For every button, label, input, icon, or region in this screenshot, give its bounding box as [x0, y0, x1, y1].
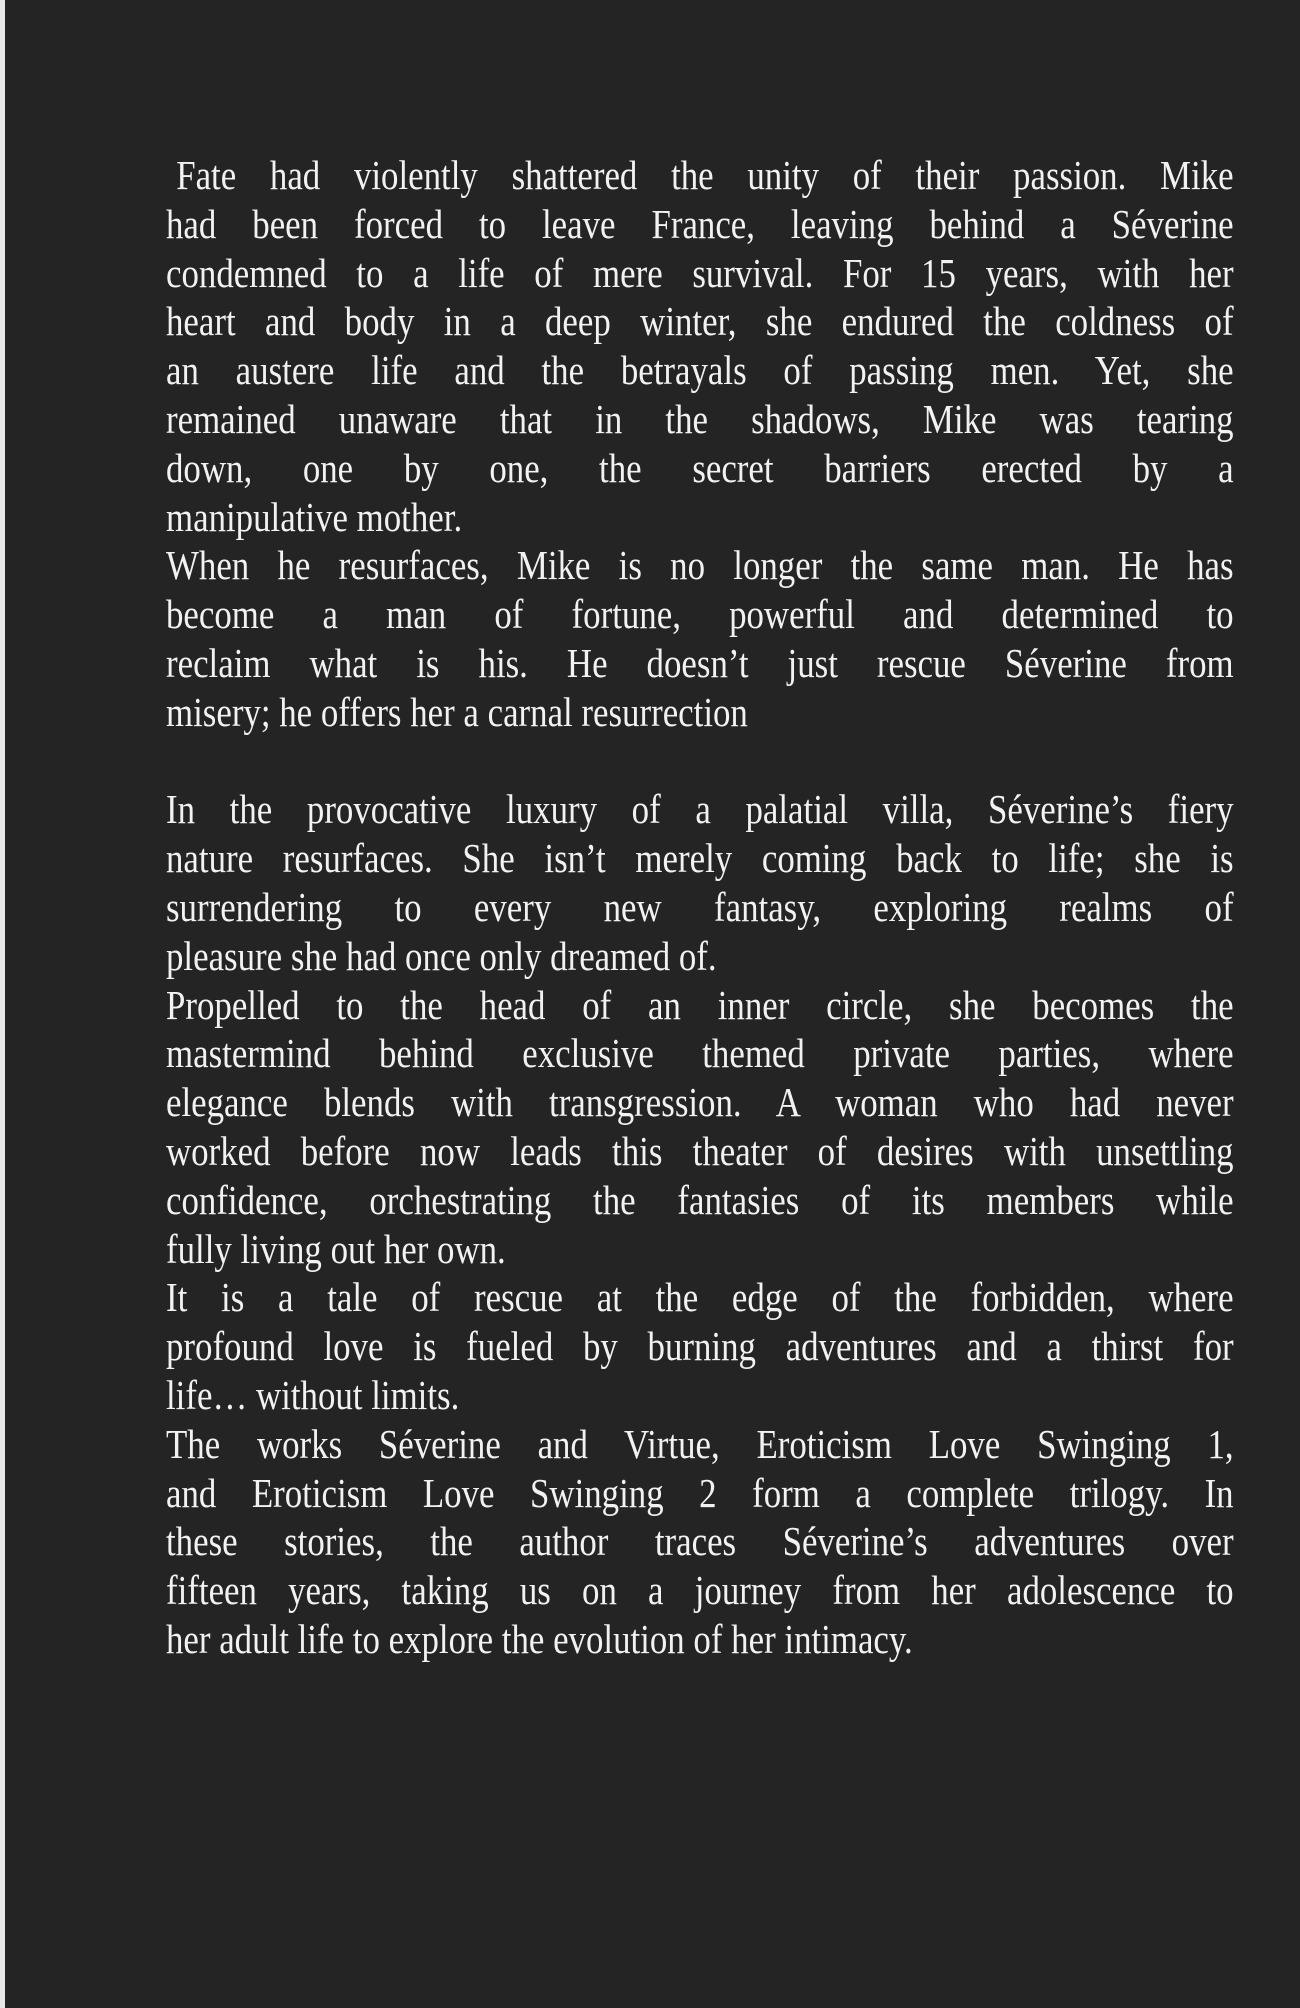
text-line: elegance blends with transgression. A woman who had never — [166, 1079, 1234, 1126]
text-line: down, one by one, the secret barriers erected by a — [166, 444, 1234, 491]
paragraph — [166, 1273, 1234, 1419]
text-line: confidence, orchestrating the fantasies of its members while — [166, 1176, 1234, 1223]
text-line: an austere life and the betrayals of passing men. Yet, she — [166, 347, 1234, 394]
text-line: Fate had violently shattered the unity of their passion. Mike — [176, 152, 1234, 198]
text-line: misery; he offers her a carnal resurrection — [166, 688, 748, 735]
text-line: profound love is fueled by burning adventures and a thirst for — [166, 1323, 1234, 1370]
text-line: worked before now leads this theater of desires with unsettling — [166, 1127, 1234, 1174]
text-line: condemned to a life of mere survival. For 15 years, with her — [166, 249, 1234, 296]
text-line: surrendering to every new fantasy, exploring realms of — [166, 883, 1234, 930]
text-line: had been forced to leave France, leaving behind a Séverine — [166, 200, 1234, 247]
text-line: pleasure she had once only dreamed of. — [166, 932, 717, 979]
paragraph — [166, 1420, 1234, 1664]
text-line: heart and body in a deep winter, she endured the coldness of — [166, 298, 1234, 345]
text-line: Propelled to the head of an inner circle, she becomes the — [166, 981, 1234, 1028]
paragraph — [166, 541, 1234, 736]
paragraph — [166, 151, 1234, 541]
text-line: remained unaware that in the shadows, Mike was tearing — [166, 395, 1234, 442]
blank-line — [166, 737, 1234, 786]
text-line: When he resurfaces, Mike is no longer the same man. He has — [166, 542, 1234, 589]
book-blurb-text — [166, 151, 1234, 1664]
text-line: and Eroticism Love Swinging 2 form a complete trilogy. In — [166, 1469, 1234, 1516]
text-line: fifteen years, taking us on a journey from her adolescence to — [166, 1567, 1234, 1614]
paragraph — [166, 981, 1234, 1274]
text-line: life… without limits. — [166, 1371, 460, 1418]
text-line: mastermind behind exclusive themed private parties, where — [166, 1030, 1234, 1077]
text-line: manipulative mother. — [166, 493, 463, 540]
text-line: The works Séverine and Virtue, Eroticism Love Swinging 1, — [166, 1420, 1234, 1467]
text-line: become a man of fortune, powerful and determined to — [166, 591, 1234, 638]
text-line: nature resurfaces. She isn’t merely coming back to life; she is — [166, 835, 1234, 882]
text-line: her adult life to explore the evolution of her intimacy. — [166, 1615, 913, 1662]
paragraph — [166, 785, 1234, 980]
text-line: fully living out her own. — [166, 1225, 506, 1272]
page-edge — [0, 0, 5, 2008]
text-line: reclaim what is his. He doesn’t just rescue Séverine from — [166, 639, 1234, 686]
text-line: In the provocative luxury of a palatial villa, Séverine’s fiery — [166, 786, 1234, 833]
text-line: It is a tale of rescue at the edge of the forbidden, where — [166, 1274, 1234, 1321]
text-line: these stories, the author traces Séverine’s adventures over — [166, 1518, 1234, 1565]
